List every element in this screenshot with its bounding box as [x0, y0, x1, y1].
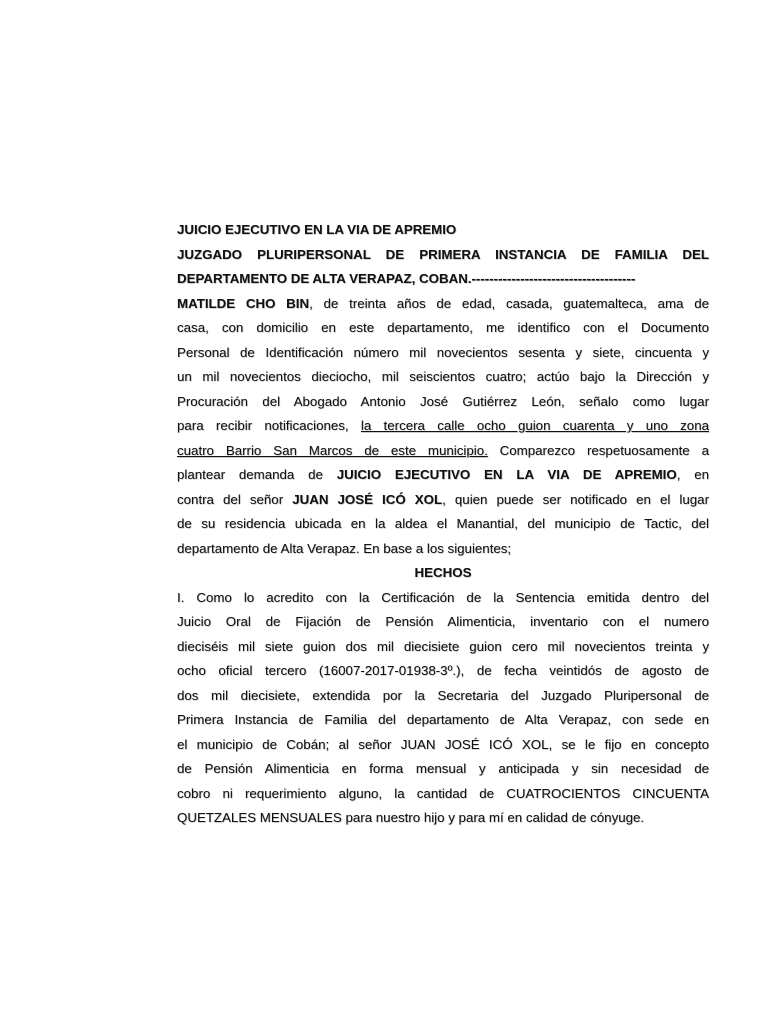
intro-line-3: Personal de Identificación número mil novecientos sesenta y siete, cincuenta y [177, 344, 709, 360]
facts-line-3: dieciséis mil siete guion dos mil diecisiete guion cero mil novecientos treinta y [177, 638, 709, 654]
intro-line-10: de su residencia ubicada en la aldea el Manantial, del municipio de Tactic, del [177, 516, 709, 531]
intro-line-5: Procuración del Abogado Antonio José Gutiérrez León, señalo como lugar [177, 393, 709, 409]
facts-line-4: ocho oficial tercero (16007-2017-01938-3º.), de fecha veintidós de agosto de [177, 663, 709, 678]
claim-type: JUICIO EJECUTIVO EN LA VIA DE APREMIO [336, 467, 677, 482]
defendant-name: JUAN JOSÉ ICÓ XOL [292, 491, 443, 507]
intro-line-1 [177, 292, 709, 317]
facts-line-9: cobro ni requerimiento alguno, la cantidad de CUATROCIENTOS CINCUENTA [177, 785, 709, 801]
intro-line-7 [177, 439, 709, 464]
intro-line-8-rest: , en [676, 467, 709, 482]
facts-line-6: Primera Instancia de Familia del departamento de Alta Verapaz, con sede en [177, 712, 709, 727]
court-line-2: DEPARTAMENTO DE ALTA VERAPAZ, COBAN.------------------------------------- [177, 271, 636, 286]
facts-line-7: el municipio de Cobán; al señor JUAN JOSÉ ICÓ XOL, se le fijo en concepto [177, 736, 709, 752]
intro-line-6 [177, 414, 709, 439]
facts-line-8: de Pensión Alimenticia en forma mensual y anticipada y sin necesidad de [177, 761, 709, 776]
intro-line-9 [177, 488, 709, 513]
facts-line-5: dos mil diecisiete, extendida por la Secretaria del Juzgado Pluripersonal de [177, 687, 709, 703]
address-underlined-2: cuatro Barrio San Marcos de este municipio. [177, 442, 488, 458]
intro-line-1-rest: , de treinta años de edad, casada, guatemalteca, ama de [309, 295, 709, 311]
intro-line-7-rest: Comparezco respetuosamente a [487, 442, 709, 458]
case-title: JUICIO EJECUTIVO EN LA VIA DE APREMIO [177, 222, 457, 237]
intro-line-8-plain: plantear demanda de [177, 467, 337, 482]
facts-line-2: Juicio Oral de Fijación de Pensión Alimenticia, inventario con el numero [177, 614, 709, 629]
plaintiff-name: MATILDE CHO BIN [177, 295, 310, 311]
document-body [177, 218, 709, 831]
facts-line-10: QUETZALES MENSUALES para nuestro hijo y para mí en calidad de cónyuge. [177, 810, 645, 825]
intro-line-9-rest: , quien puede ser notificado en el lugar [442, 491, 709, 507]
facts-line-1: I. Como lo acredito con la Certificación de la Sentencia emitida dentro del [177, 589, 709, 605]
address-underlined-1: la tercera calle ocho guion cuarenta y uno zona [360, 418, 709, 433]
court-line-1: JUZGADO PLURIPERSONAL DE PRIMERA INSTANCIA DE FAMILIA DEL [177, 246, 709, 262]
intro-line-6-plain: para recibir notificaciones, [177, 418, 361, 433]
section-heading-hechos: HECHOS [414, 565, 472, 580]
intro-line-4: un mil novecientos dieciocho, mil seiscientos cuatro; actúo bajo la Dirección y [177, 369, 709, 384]
intro-line-9-plain: contra del señor [177, 491, 293, 507]
intro-line-11: departamento de Alta Verapaz. En base a los siguientes; [177, 540, 512, 556]
intro-line-8 [177, 463, 709, 488]
intro-line-2: casa, con domicilio en este departamento, me identifico con el Documento [177, 320, 709, 335]
